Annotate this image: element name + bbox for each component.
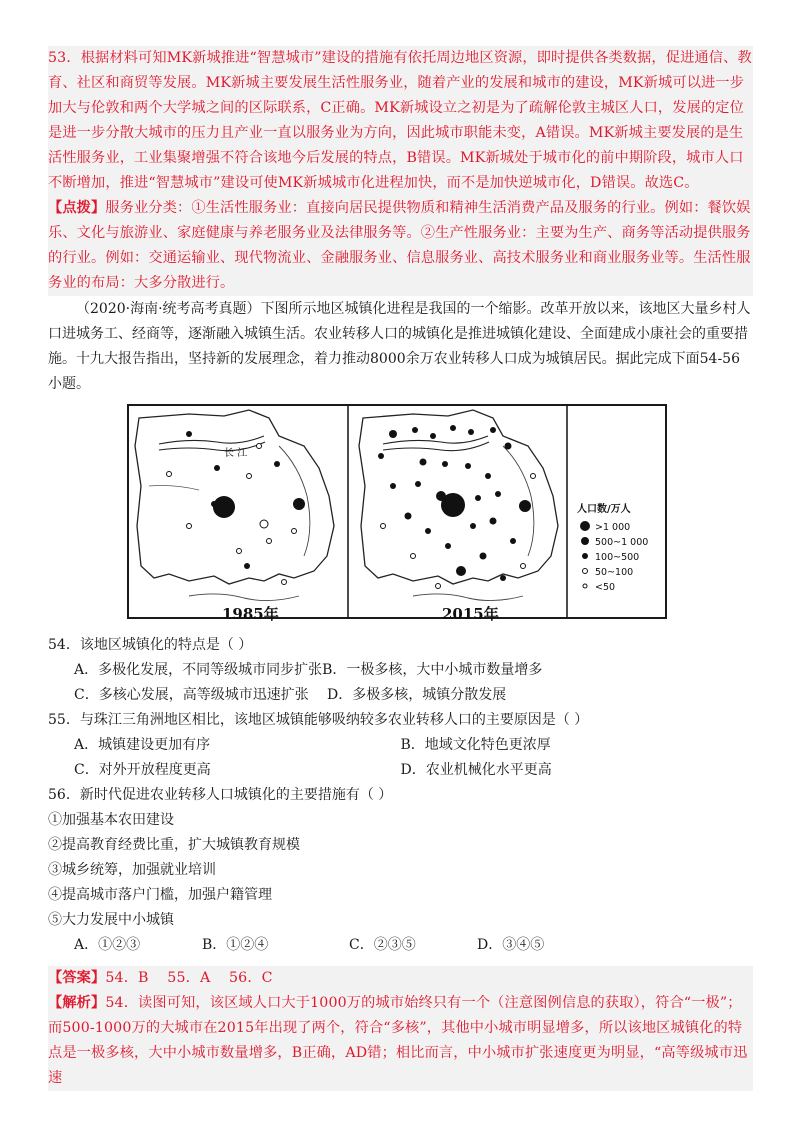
q54-option-b: B．一极多核，大中小城市数量增多 [322,662,543,678]
q56-option-c: C．②③⑤ [349,937,416,953]
map-1985 [135,410,334,601]
legend-item-4: <50 [595,582,616,593]
legend-item-0: >1 000 [595,522,631,533]
tip-paragraph [48,196,753,296]
map-2015 [359,410,558,601]
q56-option-b: B．①②④ [202,937,269,953]
q55-option-b: B．地域文化特色更浓厚 [400,737,551,753]
q56-item-5: ⑤大力发展中小城镇 [48,912,174,928]
q55-option-a: A．城镇建设更加有序 [74,737,211,753]
q54-stem: 54．该地区城镇化的特点是（ ） [48,637,253,653]
legend-item-1: 500~1 000 [595,537,649,548]
q55-options-row1 [48,733,753,758]
q56-option-d: D．③④⑤ [477,937,545,953]
q55-option-c: C．对外开放程度更高 [74,762,211,778]
q56-item-3: ③城乡统筹，加强就业培训 [48,862,216,878]
q53-text: 53．根据材料可知MK新城推进“智慧城市”建设的措施有依托周边地区资源，即时提供各类数据，促进通信、教育、社区和商贸等发展。MK新城主要发展生活性服务业，随着产业的发展和城市的建设，MK新城可以进一步加大与伦敦和两个大学城之间的区际联系，C正确。MK新城设立之初是为了疏解伦敦主城区人口，发展的定位是进一步分散大城市的压力且产业一直以服务业为方向，因此城市职能未变，A错误。MK新城主要发展的是生活性服务业，工业集聚增强不符合该地今后发展的特点，B错误。MK新城处于城市化的前中期阶段，城市人口不断增加，推进“智慧城市”建设可使MK新城城市化进程加快，而不是加快逆城市化，D错误。故选C。 [48,50,752,191]
answer-analysis-block [48,966,753,1091]
questions-block [48,633,753,958]
q55-stem: 55．与珠江三角洲地区相比，该地区城镇能够吸纳较多农业转移人口的主要原因是（ ） [48,712,589,728]
map-legend [577,502,648,593]
tip-tag: 【点拨】 [48,200,106,216]
q54-options-row1 [48,658,753,683]
intro-text: （2020·海南·统考高考真题）下图所示地区城镇化进程是我国的一个缩影。改革开放以来，该地区大量乡村人口进城务工、经商等，逐渐融入城镇生活。农业转移人口的城镇化是推进城镇化建设、全面建成小康社会的重要措施。十九大报告指出，坚持新的发展理念，着力推动8000余万农业转移人口成为城镇居民。据此完成下面54-56小题。 [48,301,751,392]
q56-item-1: ①加强基本农田建设 [48,812,174,828]
q55-option-d: D．农业机械化水平更高 [400,762,552,778]
answer-text: 54．B 55．A 56．C [105,970,273,986]
intro-block [48,297,753,397]
q56-item-4: ④提高城市落户门槛，加强户籍管理 [48,887,272,903]
tip-text: 服务业分类：①生活性服务业：直接向居民提供物质和精神生活消费产品及服务的行业。例如：餐饮娱乐、文化与旅游业、家庭健康与养老服务业及法律服务等。②生产性服务业：主要为生产、商务等活动提供服务的行业。例如：交通运输业、现代物流业、金融服务业、信息服务业、高技术服务业和商业服务业等。生活性服务业的布局：大多分散进行。 [48,200,751,291]
map-figure [127,404,667,619]
q53-explanation [48,46,753,296]
answer-line [48,966,753,991]
q54-options-row2 [48,683,753,708]
caption-1985: 1985年 [222,605,279,623]
q56-options [48,933,753,958]
analysis-tag: 【解析】 [48,995,106,1011]
river-label: 长 江 [224,448,248,459]
q56-item-2: ②提高教育经费比重，扩大城镇教育规模 [48,837,300,853]
q54-option-a: A．多极化发展，不同等级城市同步扩张 [74,662,323,678]
caption-2015: 2015年 [442,605,499,623]
q55-options-row2 [48,758,753,783]
answer-tag: 【答案】 [48,970,106,986]
q54-option-d: D．多极多核，城镇分散发展 [327,687,507,703]
analysis-text: 54．读图可知，该区域人口大于1000万的城市始终只有一个（注意图例信息的获取），符合“一极”；而500-1000万的大城市在2015年出现了两个，符合“多核”，其他中小城市明显增多，所以该地区城镇化的特点是一极多核，大中小城市数量增多，B正确，AD错；相比而言，中小城市扩张速度更为明显，“高等级城市迅速 [48,995,748,1086]
legend-item-2: 100~500 [595,552,640,563]
analysis-paragraph [48,991,753,1091]
map-figure-svg [129,406,665,617]
q56-option-a: A．①②③ [74,937,141,953]
legend-title: 人口数/万人 [577,504,631,515]
legend-item-3: 50~100 [595,567,634,578]
q54-option-c: C．多核心发展，高等级城市迅速扩张 [74,687,309,703]
q56-stem: 56．新时代促进农业转移人口城镇化的主要措施有（ ） [48,787,393,803]
